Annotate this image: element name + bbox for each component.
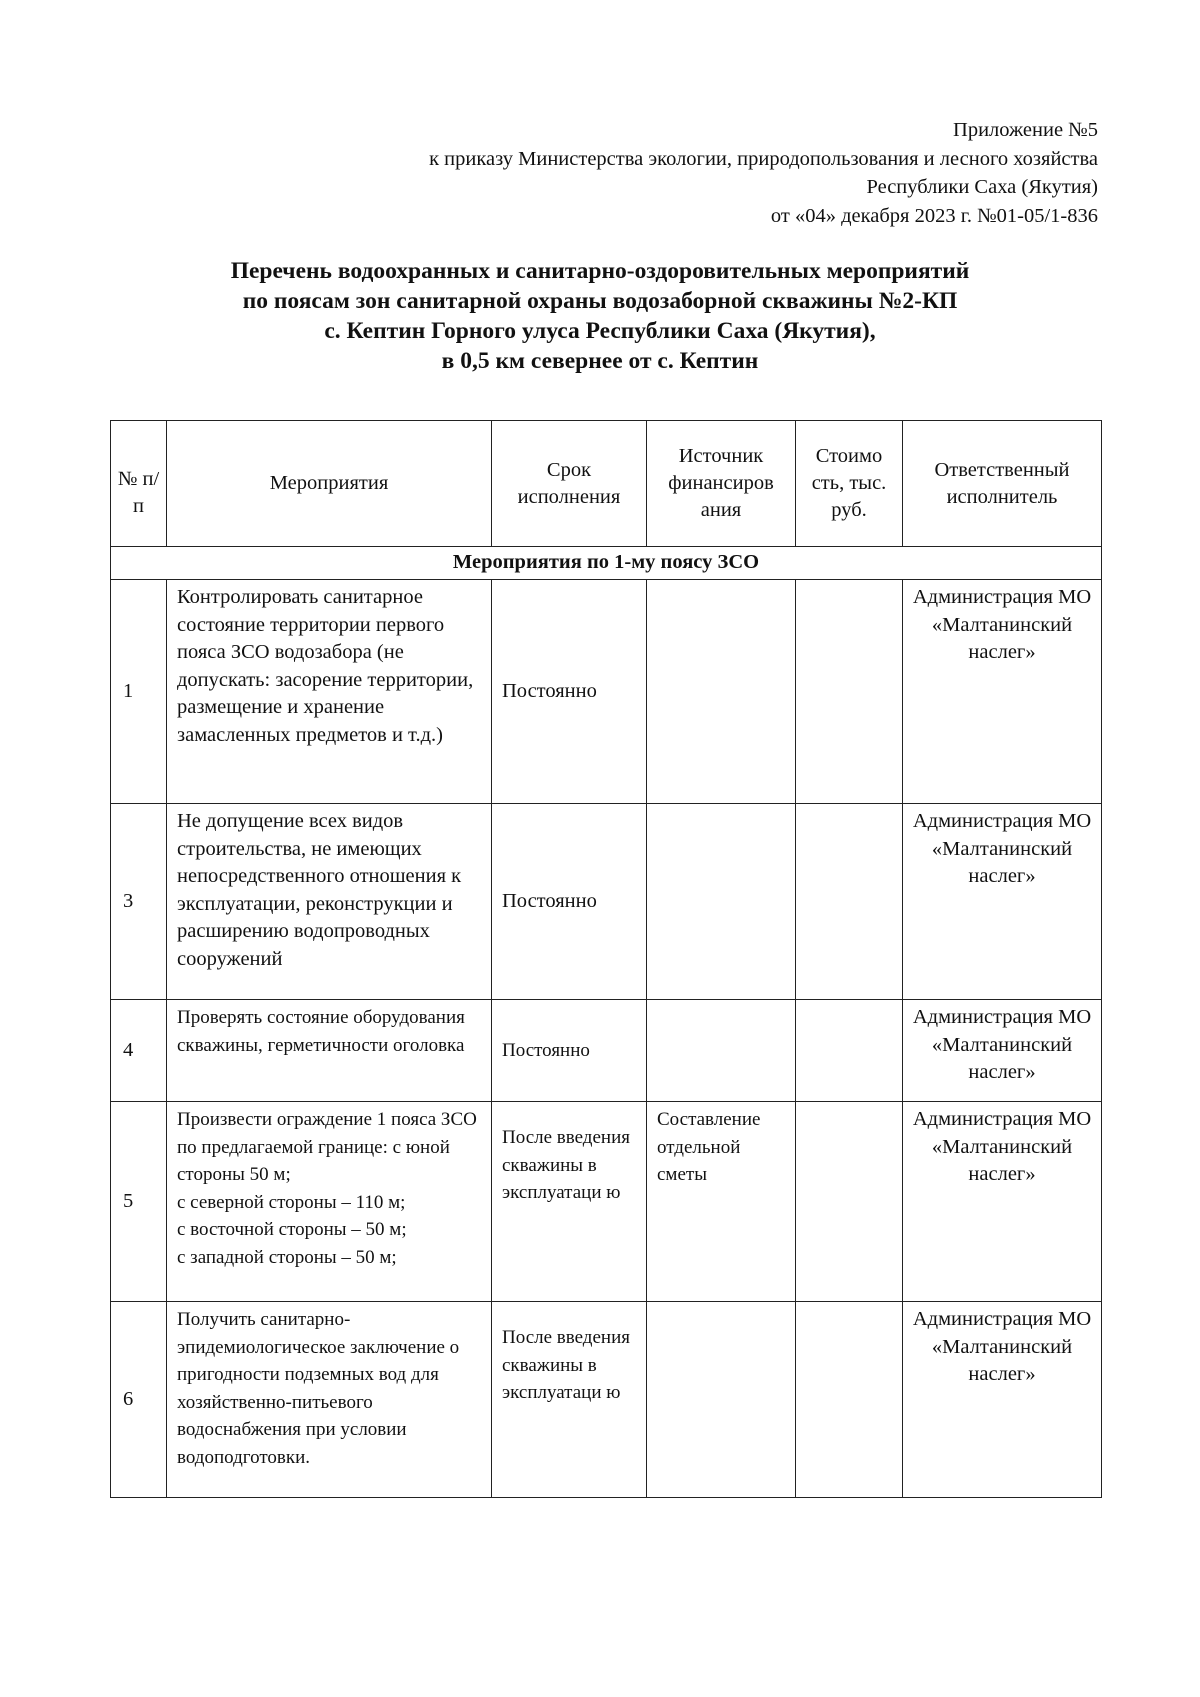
- activity-line: с северной стороны – 110 м;: [177, 1191, 406, 1213]
- row-source: [647, 1302, 796, 1498]
- title-line-2: по поясам зон санитарной охраны водозаборной скважины №2-КП: [242, 288, 958, 314]
- table-row: [111, 1000, 1102, 1102]
- row-number: 6: [111, 1302, 167, 1498]
- activity-line: с восточной стороны – 50 м;: [177, 1219, 407, 1240]
- table-row: [111, 580, 1102, 804]
- row-activity: Проверять состояние оборудования скважины, герметичности оголовка: [167, 1000, 492, 1102]
- table-header-row: [111, 421, 1102, 547]
- row-cost: [796, 1000, 903, 1102]
- row-source: [647, 804, 796, 1000]
- activity-line: Произвести ограждение 1 пояса ЗСО по предлагаемой границе: с юной стороны 50 м;: [177, 1109, 477, 1185]
- row-term: Постоянно: [492, 1000, 647, 1102]
- column-header-responsible: Ответственный исполнитель: [903, 421, 1102, 547]
- table-row: [111, 804, 1102, 1000]
- column-header-cost: Стоимо сть, тыс. руб.: [796, 421, 903, 547]
- row-cost: [796, 1302, 903, 1498]
- row-responsible: Администрация МО «Малтанинский наслег»: [903, 804, 1102, 1000]
- row-term: Постоянно: [492, 580, 647, 804]
- row-cost: [796, 804, 903, 1000]
- row-activity: Контролировать санитарное состояние территории первого пояса ЗСО водозабора (не допускать: засорение территории, размещение и хранение замасленных предметов и т.д.): [167, 580, 492, 804]
- table-row: [111, 1102, 1102, 1302]
- document-header: [258, 116, 1098, 230]
- measures-table: [110, 420, 1102, 1498]
- row-term: После введения скважины в эксплуатаци ю: [492, 1302, 647, 1498]
- order-date-number: от «04» декабря 2023 г. №01-05/1-836: [770, 204, 1098, 227]
- title-line-4: в 0,5 км севернее от с. Кептин: [441, 348, 759, 374]
- row-cost: [796, 1102, 903, 1302]
- row-activity: Не допущение всех видов строительства, не имеющих непосредственного отношения к эксплуатации, реконструкции и расширению водопроводных сооружений: [167, 804, 492, 1000]
- republic-name: Республики Саха (Якутия): [866, 176, 1098, 198]
- row-number: 1: [111, 580, 167, 804]
- row-activity: [167, 1102, 492, 1302]
- row-number: 5: [111, 1102, 167, 1302]
- row-responsible: Администрация МО «Малтанинский наслег»: [903, 580, 1102, 804]
- row-activity: Получить санитарно-эпидемиологическое заключение о пригодности подземных вод для хозяйственно-питьевого водоснабжения при условии водоподготовки.: [167, 1302, 492, 1498]
- row-responsible: Администрация МО «Малтанинский наслег»: [903, 1000, 1102, 1102]
- section-row: [111, 547, 1102, 580]
- row-term: После введения скважины в эксплуатаци ю: [492, 1102, 647, 1302]
- title-line-1: Перечень водоохранных и санитарно-оздоровительных мероприятий: [230, 258, 970, 284]
- table-row: [111, 1302, 1102, 1498]
- column-header-activity: Мероприятия: [167, 421, 492, 547]
- row-responsible: Администрация МО «Малтанинский наслег»: [903, 1302, 1102, 1498]
- row-source: [647, 580, 796, 804]
- column-header-number: № п/п: [111, 421, 167, 547]
- column-header-term: Срок исполнения: [492, 421, 647, 547]
- document-title: [100, 256, 1100, 376]
- title-line-3: с. Кептин Горного улуса Республики Саха (Якутия),: [324, 318, 876, 344]
- section-title: Мероприятия по 1-му поясу ЗСО: [111, 547, 1102, 580]
- row-cost: [796, 580, 903, 804]
- row-source: [647, 1000, 796, 1102]
- row-responsible: Администрация МО «Малтанинский наслег»: [903, 1102, 1102, 1302]
- row-term: Постоянно: [492, 804, 647, 1000]
- row-number: 3: [111, 804, 167, 1000]
- order-reference: к приказу Министерства экологии, природопользования и лесного хозяйства: [429, 147, 1098, 170]
- column-header-source: Источник финансиров ания: [647, 421, 796, 547]
- row-source: Составление отдельной сметы: [647, 1102, 796, 1302]
- activity-line: с западной стороны – 50 м;: [177, 1246, 397, 1268]
- appendix-number: Приложение №5: [953, 119, 1098, 141]
- row-number: 4: [111, 1000, 167, 1102]
